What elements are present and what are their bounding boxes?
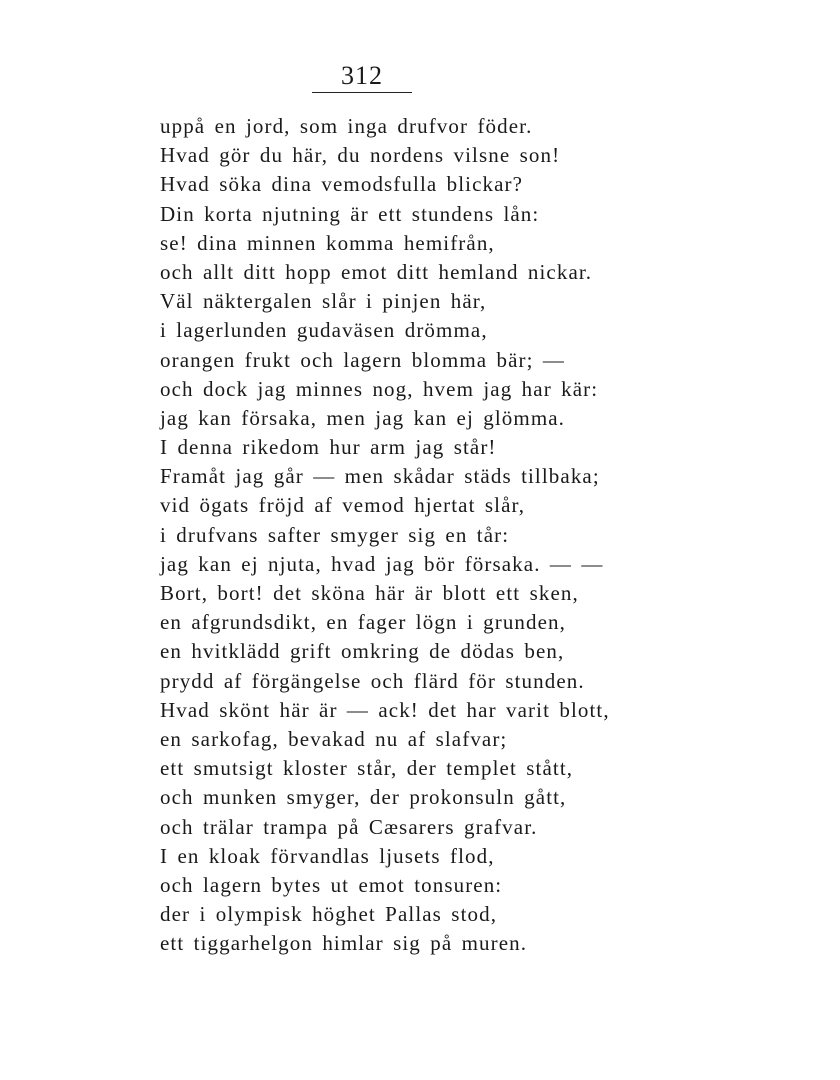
poem-line-10: och dock jag minnes nog, hvem jag har kär: [160, 376, 599, 401]
poem-line-29: ett tiggarhelgon himlar sig på muren. [160, 931, 528, 956]
poem-line-16: jag kan ej njuta, hvad jag bör försaka. — — [160, 551, 604, 576]
poem-line-23: ett smutsigt kloster står, der templet stått, [160, 756, 574, 781]
poem-line-6: och allt ditt hopp emot ditt hemland nickar. [160, 259, 593, 284]
poem-line-27: och lagern bytes ut emot tonsuren: [160, 872, 503, 897]
page-number-rule [312, 92, 412, 93]
poem-line-14: vid ögats fröjd af vemod hjertat slår, [160, 493, 526, 518]
poem-line-13: Framåt jag går — men skådar städs tillbaka; [160, 464, 600, 489]
poem-line-11: jag kan försaka, men jag kan ej glömma. [160, 405, 566, 430]
poem-text [160, 112, 800, 958]
poem-line-8: i lagerlunden gudaväsen drömma, [160, 318, 488, 343]
page-number: 312 [341, 61, 383, 90]
poem-line-21: Hvad skönt här är — ack! det har varit blott, [160, 697, 610, 722]
poem-line-20: prydd af förgängelse och flärd för stunden. [160, 668, 585, 693]
poem-line-9: orangen frukt och lagern blomma bär; — [160, 347, 566, 372]
poem-line-12: I denna rikedom hur arm jag står! [160, 435, 497, 460]
poem-line-24: och munken smyger, der prokonsuln gått, [160, 785, 567, 810]
poem-line-28: der i olympisk höghet Pallas stod, [160, 902, 498, 927]
poem-line-3: Hvad söka dina vemodsfulla blickar? [160, 172, 524, 197]
poem-line-17: Bort, bort! det sköna här är blott ett sken, [160, 581, 579, 605]
poem-line-1: uppå en jord, som inga drufvor föder. [160, 114, 533, 138]
poem-line-18: en afgrundsdikt, en fager lögn i grunden, [160, 610, 567, 635]
poem-line-2: Hvad gör du här, du nordens vilsne son! [160, 143, 561, 168]
poem-line-7: Väl näktergalen slår i pinjen här, [160, 289, 487, 314]
poem-line-19: en hvitklädd grift omkring de dödas ben, [160, 639, 565, 664]
poem-line-22: en sarkofag, bevakad nu af slafvar; [160, 726, 508, 751]
poem-line-15: i drufvans safter smyger sig en tår: [160, 522, 510, 547]
poem-line-26: I en kloak förvandlas ljusets flod, [160, 843, 495, 868]
poem-line-25: och trälar trampa på Cæsarers grafvar. [160, 814, 538, 839]
poem-line-5: se! dina minnen komma hemifrån, [160, 230, 495, 255]
poem-line-4: Din korta njutning är ett stundens lån: [160, 201, 540, 226]
